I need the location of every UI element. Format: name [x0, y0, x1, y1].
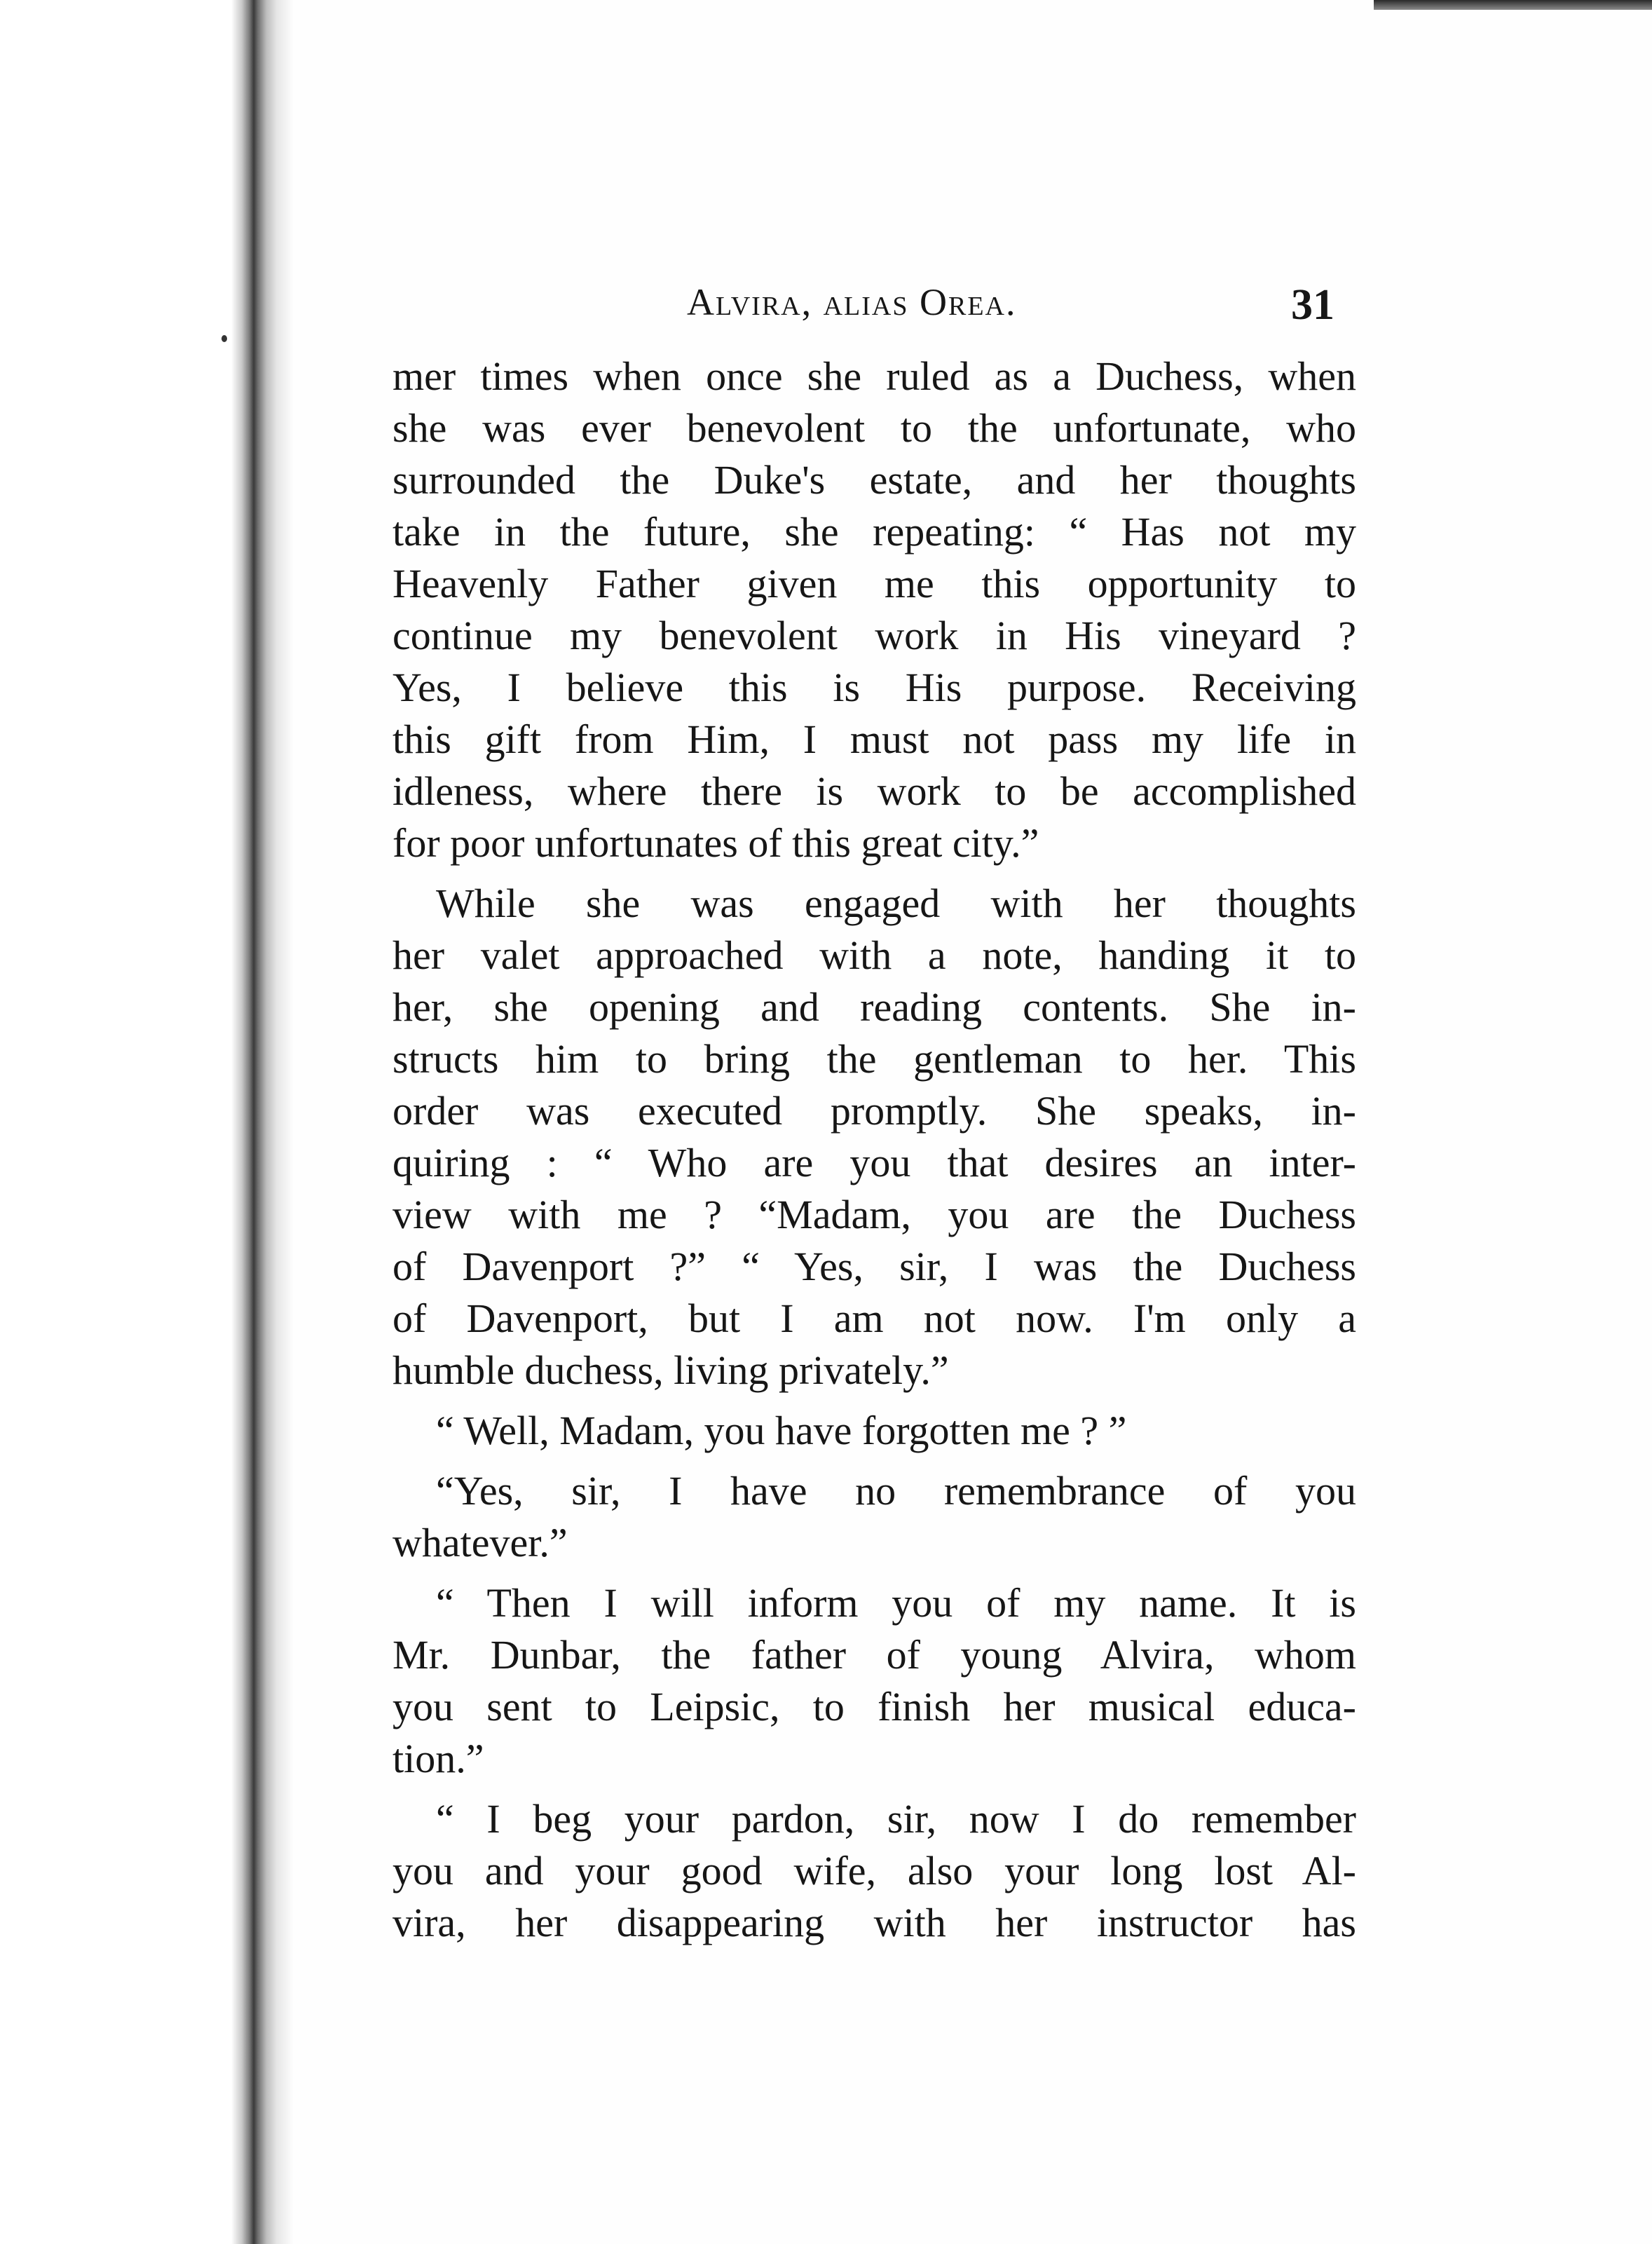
scan-speck — [221, 335, 227, 342]
scan-edge-mark — [1374, 0, 1652, 10]
text-line: “ I beg your pardon, sir, now I do remember — [436, 1796, 1356, 1842]
text-line: vira, her disappearing with her instructor has — [392, 1900, 1356, 1945]
text-line: view with me ? “Madam, you are the Duchess — [392, 1192, 1356, 1237]
text-line: take in the future, she repeating: “ Has not my — [392, 509, 1356, 555]
text-line: her valet approached with a note, handing it to — [392, 932, 1356, 978]
text-line: While she was engaged with her thoughts — [436, 880, 1356, 926]
text-line: “ Well, Madam, you have forgotten me ? ” — [436, 1408, 1127, 1453]
text-line: “ Then I will inform you of my name. It is — [436, 1580, 1356, 1626]
text-line: order was executed promptly. She speaks, in- — [392, 1088, 1356, 1134]
text-line: of Davenport ?” “ Yes, sir, I was the Duchess — [392, 1244, 1356, 1289]
text-line: her, she opening and reading contents. She in- — [392, 984, 1356, 1030]
page-number: 31 — [1291, 281, 1334, 329]
text-line: this gift from Him, I must not pass my life in — [392, 716, 1356, 762]
text-line: you sent to Leipsic, to finish her musical educa- — [392, 1684, 1356, 1729]
paragraph-gap — [392, 1569, 1356, 1577]
text-line: whatever.” — [392, 1520, 568, 1565]
book-gutter-shadow — [0, 0, 294, 2244]
text-line: Heavenly Father given me this opportunity to — [392, 561, 1356, 606]
body-text — [392, 351, 1356, 1949]
text-line: “Yes, sir, I have no remembrance of you — [436, 1468, 1356, 1514]
text-line: Mr. Dunbar, the father of young Alvira, whom — [392, 1632, 1356, 1678]
paragraph-gap — [392, 1785, 1356, 1793]
text-line: you and your good wife, also your long lost Al- — [392, 1848, 1356, 1893]
paragraph-gap — [392, 1396, 1356, 1405]
text-line: she was ever benevolent to the unfortunate, who — [392, 405, 1356, 451]
text-line: Yes, I believe this is His purpose. Receiving — [392, 665, 1356, 710]
text-line: tion.” — [392, 1736, 484, 1781]
text-line: continue my benevolent work in His vineyard ? — [392, 613, 1356, 658]
text-line: of Davenport, but I am not now. I'm only a — [392, 1296, 1356, 1341]
text-line: for poor unfortunates of this great city.” — [392, 820, 1039, 866]
running-head: Alvira, alias Orea. — [687, 281, 1017, 323]
paragraph-gap — [392, 1457, 1356, 1465]
text-line: surrounded the Duke's estate, and her thoughts — [392, 457, 1356, 503]
text-line: structs him to bring the gentleman to her. This — [392, 1036, 1356, 1082]
paragraph-gap — [392, 869, 1356, 878]
text-line: humble duchess, living privately.” — [392, 1347, 949, 1393]
text-line: quiring : “ Who are you that desires an inter- — [392, 1140, 1356, 1185]
text-line: idleness, where there is work to be accomplished — [392, 768, 1356, 814]
text-line: mer times when once she ruled as a Duchess, when — [392, 353, 1356, 399]
